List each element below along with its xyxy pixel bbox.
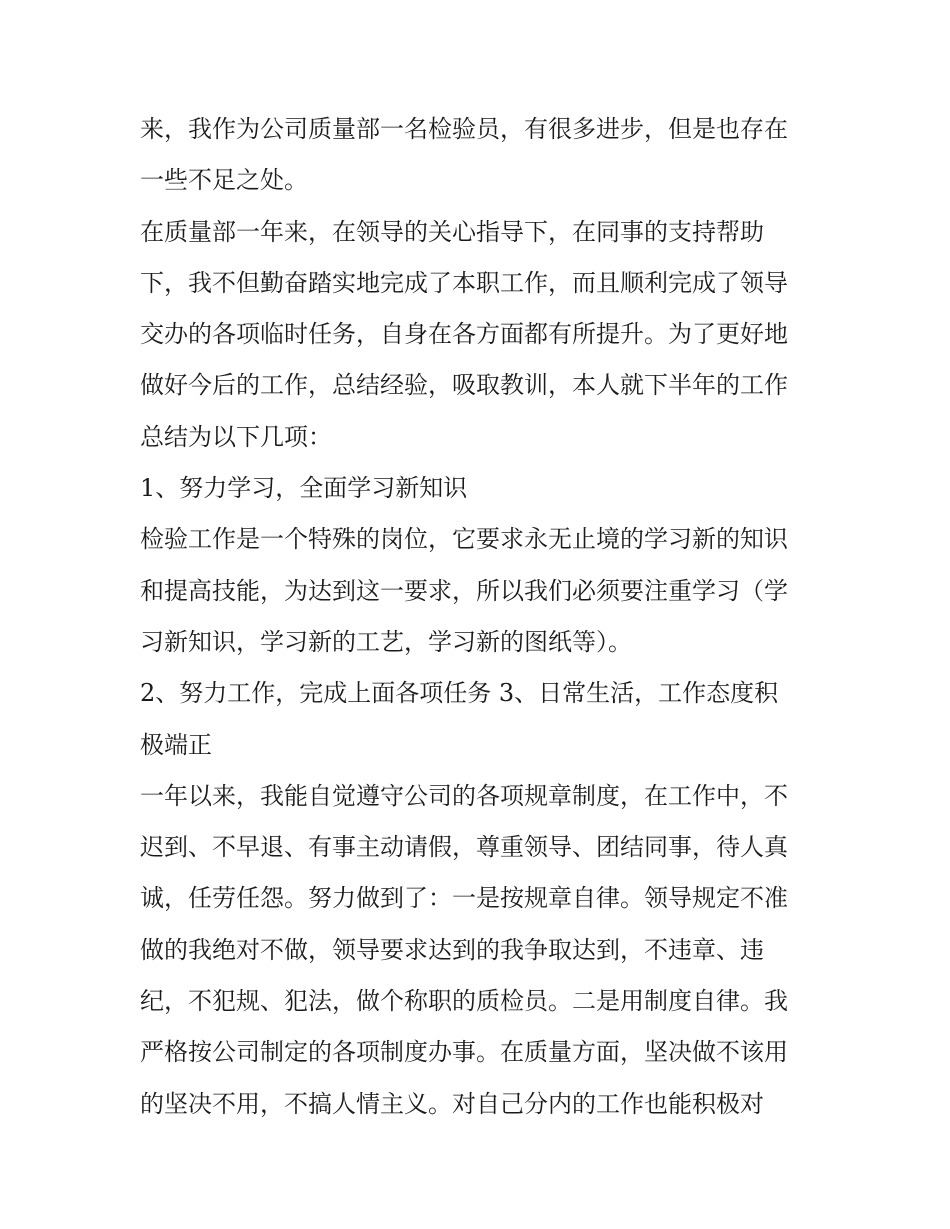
text-line: 来，我作为公司质量部一名检验员，有很多进步，但是也存在 — [140, 115, 788, 143]
text-line: 迟到、不早退、有事主动请假，尊重领导、团结同事，待人真 — [140, 833, 788, 862]
text-line: 习新知识，学习新的工艺，学习新的图纸等）。 — [140, 627, 632, 656]
text-line: 在质量部一年来，在领导的关心指导下，在同事的支持帮助 — [140, 217, 764, 246]
section-heading-1: 1、努力学习，全面学习新知识 — [140, 474, 468, 503]
text-line: 诚，任劳任怨。努力做到了：一是按规章自律。领导规定不准 — [140, 884, 788, 913]
text-line: 纪，不犯规、犯法，做个称职的质检员。二是用制度自律。我 — [140, 987, 788, 1016]
text-line: 严格按公司制定的各项制度办事。在质量方面，坚决做不该用 — [140, 1038, 788, 1067]
section-heading-2: 2、努力工作，完成上面各项任务 3、日常生活，工作态度积 — [140, 679, 779, 708]
text-line: 和提高技能，为达到这一要求，所以我们必须要注重学习（学 — [140, 576, 788, 605]
text-line: 检验工作是一个特殊的岗位，它要求永无止境的学习新的知识 — [140, 525, 788, 554]
text-line: 的坚决不用，不搞人情主义。对自己分内的工作也能积极对 — [140, 1089, 764, 1118]
text-line: 做好今后的工作，总结经验，吸取教训，本人就下半年的工作 — [140, 371, 788, 400]
text-line: 极端正 — [140, 730, 212, 759]
text-line: 一年以来，我能自觉遵守公司的各项规章制度，在工作中，不 — [140, 781, 788, 810]
text-line: 总结为以下几项： — [140, 422, 332, 451]
text-line: 下，我不但勤奋踏实地完成了本职工作，而且顺利完成了领导 — [140, 268, 788, 297]
text-line: 一些不足之处。 — [140, 166, 308, 195]
text-line: 交办的各项临时任务，自身在各方面都有所提升。为了更好地 — [140, 320, 788, 349]
document-body — [140, 104, 815, 1130]
text-line: 做的我绝对不做，领导要求达到的我争取达到，不违章、违 — [140, 935, 764, 964]
